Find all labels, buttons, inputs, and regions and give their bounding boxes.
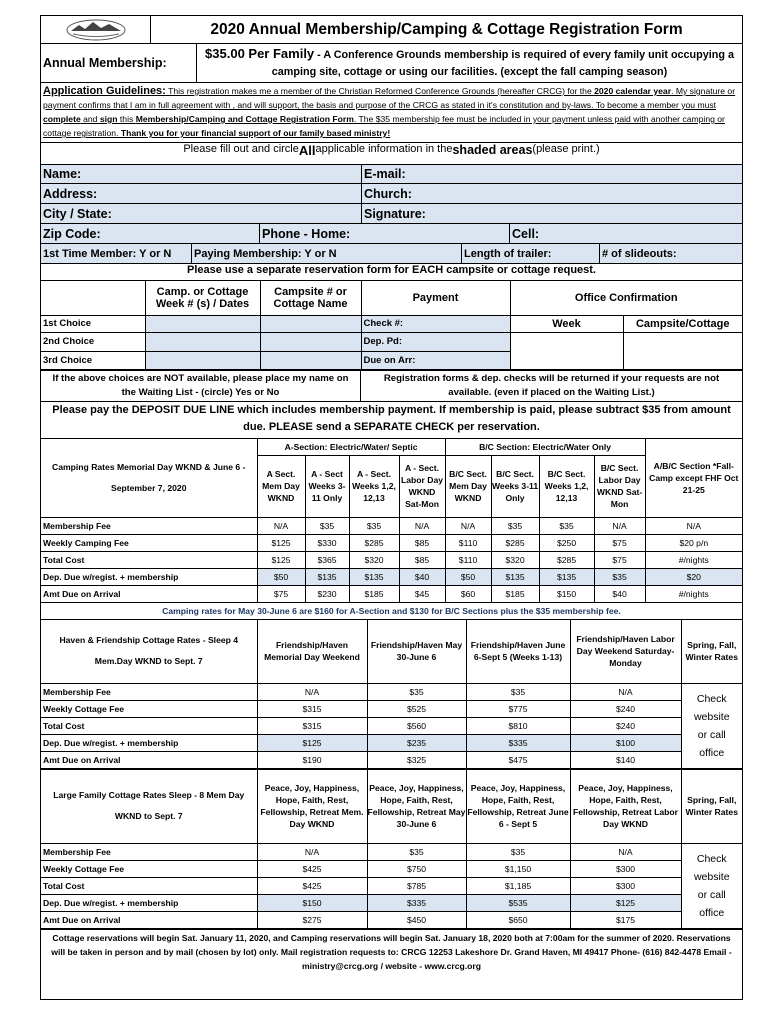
camping-rate-cell: $135 bbox=[305, 568, 349, 585]
col-office-confirmation: Office Confirmation bbox=[510, 281, 742, 315]
large-col-1: Peace, Joy, Happiness, Hope, Faith, Rest, Fellowship, Retreat Mem. Day WKND bbox=[257, 770, 367, 843]
reservation-table bbox=[41, 281, 742, 370]
camping-rate-cell: $285 bbox=[539, 551, 594, 568]
camping-rate-cell: $135 bbox=[349, 568, 399, 585]
haven-rate-cell: $125 bbox=[257, 735, 367, 752]
haven-rate-cell: $560 bbox=[367, 718, 466, 735]
camping-rate-cell: $35 bbox=[305, 517, 349, 534]
large-row-label: Dep. Due w/regist. + membership bbox=[41, 894, 257, 911]
large-rate-cell: $425 bbox=[257, 877, 367, 894]
large-rate-row bbox=[41, 877, 742, 894]
guidelines-text-4: . The $35 membership fee must be included in your payment unless paid with another camping or cottage registration. bbox=[43, 114, 725, 138]
city-state-field[interactable]: City / State: bbox=[41, 204, 362, 223]
annual-membership-text bbox=[197, 44, 742, 82]
haven-rate-cell: $325 bbox=[367, 752, 466, 769]
annual-membership-label: Annual Membership: bbox=[41, 44, 197, 82]
large-rate-cell: $425 bbox=[257, 860, 367, 877]
camping-rate-cell: N/A bbox=[445, 517, 491, 534]
large-rate-cell: $450 bbox=[367, 911, 466, 928]
choice-1-label: 1st Choice bbox=[41, 315, 145, 332]
choice-3-week-input[interactable] bbox=[145, 351, 260, 369]
large-rates-table bbox=[41, 770, 742, 929]
large-row-label: Amt Due on Arrival bbox=[41, 911, 257, 928]
camping-col-7: B/C Sect. Weeks 1,2, 12,13 bbox=[539, 455, 594, 517]
church-field[interactable]: Church: bbox=[364, 186, 412, 201]
large-rates-wrap bbox=[41, 770, 742, 930]
guidelines-text-3: this bbox=[117, 114, 136, 124]
camping-rate-cell: $135 bbox=[491, 568, 539, 585]
first-time-member-field[interactable]: 1st Time Member: Y or N bbox=[41, 244, 192, 263]
slideouts-field[interactable]: # of slideouts: bbox=[602, 247, 677, 260]
instructions-pre: Please fill out and circle bbox=[183, 143, 299, 155]
haven-rate-cell: $810 bbox=[466, 718, 570, 735]
guidelines-row bbox=[41, 83, 742, 143]
trailer-length-field[interactable]: Length of trailer: bbox=[462, 244, 600, 263]
camping-rate-cell: $75 bbox=[594, 534, 645, 551]
haven-row-label: Membership Fee bbox=[41, 684, 257, 701]
cell-phone-field[interactable]: Cell: bbox=[512, 226, 540, 241]
check-number-field[interactable]: Check #: bbox=[361, 315, 510, 332]
haven-rate-cell: N/A bbox=[570, 684, 681, 701]
camping-rate-cell: #/nights bbox=[645, 585, 742, 602]
guidelines-and: and bbox=[80, 114, 100, 124]
signature-field[interactable]: Signature: bbox=[364, 206, 426, 221]
camping-row-label: Total Cost bbox=[41, 551, 257, 568]
camping-rate-cell: N/A bbox=[257, 517, 305, 534]
returned-notice: Registration forms & dep. checks will be returned if your requests are not available. (even if placed on the Waiting List.) bbox=[383, 372, 720, 398]
form-title: 2020 Annual Membership/Camping & Cottage Registration Form bbox=[210, 20, 683, 38]
separate-form-row: Please use a separate reservation form for EACH campsite or cottage request. bbox=[41, 264, 742, 281]
large-rate-cell: $300 bbox=[570, 860, 681, 877]
title-row bbox=[41, 16, 742, 44]
camping-rate-cell: $85 bbox=[399, 551, 445, 568]
haven-check-website-note: Check website or call office bbox=[681, 684, 742, 769]
col-week-dates: Camp. or Cottage Week # (s) / Dates bbox=[145, 281, 260, 315]
name-field[interactable]: Name: bbox=[41, 165, 362, 183]
instructions-row bbox=[41, 143, 742, 165]
camping-col-8: B/C Sect. Labor Day WKND Sat-Mon bbox=[594, 455, 645, 517]
haven-rates-table bbox=[41, 620, 742, 770]
camping-row-label: Weekly Camping Fee bbox=[41, 534, 257, 551]
name-email-row bbox=[41, 165, 742, 184]
camping-rate-cell: $125 bbox=[257, 534, 305, 551]
camping-rates-title: Camping Rates Memorial Day WKND & June 6 - September 7, 2020 bbox=[41, 439, 257, 518]
col-payment: Payment bbox=[361, 281, 510, 315]
conference-grounds-logo-icon bbox=[41, 16, 151, 43]
haven-col-3: Friendship/Haven June 6-Sept 5 (Weeks 1-13) bbox=[466, 620, 570, 684]
large-title: Large Family Cottage Rates Sleep - 8 Mem Day WKND to Sept. 7 bbox=[41, 770, 257, 843]
large-rate-cell: $1,150 bbox=[466, 860, 570, 877]
deposit-notice: Please pay the DEPOSIT DUE LINE which includes membership payment. If membership is paid, please subtract $35 from amount due. PLEASE send a SEPARATE CHECK per reservation. bbox=[41, 402, 742, 439]
camping-rate-cell: $250 bbox=[539, 534, 594, 551]
camping-rate-cell: $35 bbox=[594, 568, 645, 585]
col-campsite: Campsite # or Cottage Name bbox=[260, 281, 361, 315]
reservation-corner bbox=[41, 281, 145, 315]
haven-row-label: Dep. Due w/regist. + membership bbox=[41, 735, 257, 752]
office-site-label: Campsite/Cottage bbox=[623, 315, 742, 332]
registration-form bbox=[40, 15, 743, 1000]
large-rate-cell: N/A bbox=[257, 843, 367, 860]
reservation-table-wrap bbox=[41, 281, 742, 371]
haven-rate-cell: $35 bbox=[367, 684, 466, 701]
camping-rate-cell: $285 bbox=[349, 534, 399, 551]
haven-rate-cell: $315 bbox=[257, 701, 367, 718]
camping-rate-cell: $230 bbox=[305, 585, 349, 602]
camping-rates-wrap bbox=[41, 439, 742, 620]
camping-rate-cell: $45 bbox=[399, 585, 445, 602]
membership-desc-2: camping site, cottage or using our facilities. (except the fall camping season) bbox=[271, 66, 668, 78]
large-rate-cell: $300 bbox=[570, 877, 681, 894]
annual-membership-row bbox=[41, 44, 742, 83]
haven-rate-cell: N/A bbox=[257, 684, 367, 701]
camping-rate-row bbox=[41, 551, 742, 568]
large-rate-row bbox=[41, 843, 742, 860]
haven-rate-cell: $35 bbox=[466, 684, 570, 701]
haven-rate-cell: $235 bbox=[367, 735, 466, 752]
haven-rate-row bbox=[41, 735, 742, 752]
camping-rate-cell: $320 bbox=[491, 551, 539, 568]
camping-rate-cell: $85 bbox=[399, 534, 445, 551]
haven-title: Haven & Friendship Cottage Rates - Sleep 4 Mem.Day WKND to Sept. 7 bbox=[41, 620, 257, 684]
email-field[interactable]: E-mail: bbox=[364, 167, 406, 181]
large-col-4: Peace, Joy, Happiness, Hope, Faith, Rest, Fellowship, Retreat Labor Day WKND bbox=[570, 770, 681, 843]
member-status-row bbox=[41, 244, 742, 264]
guidelines-year: 2020 calendar year bbox=[594, 86, 672, 96]
camping-rate-cell: $35 bbox=[491, 517, 539, 534]
zip-code-field[interactable]: Zip Code: bbox=[41, 224, 260, 243]
choice-3-site-input[interactable] bbox=[260, 351, 361, 369]
group-bc-header: B/C Section: Electric/Water Only bbox=[445, 439, 645, 456]
camping-rate-cell: $20 p/n bbox=[645, 534, 742, 551]
camping-rate-cell: $150 bbox=[539, 585, 594, 602]
office-week-label: Week bbox=[510, 315, 623, 332]
choice-1-week-input[interactable] bbox=[145, 315, 260, 332]
paying-membership-field[interactable]: Paying Membership: Y or N bbox=[192, 244, 462, 263]
large-col-2: Peace, Joy, Happiness, Hope, Faith, Rest, Fellowship, Retreat May 30-June 6 bbox=[367, 770, 466, 843]
deposit-paid-field[interactable]: Dep. Pd: bbox=[361, 332, 510, 351]
large-rate-cell: $750 bbox=[367, 860, 466, 877]
camping-rate-cell: $75 bbox=[257, 585, 305, 602]
choice-1-site-input[interactable] bbox=[260, 315, 361, 332]
camping-rate-cell: #/nights bbox=[645, 551, 742, 568]
guidelines-form-name: Membership/Camping and Cottage Registration Form bbox=[135, 114, 354, 124]
haven-rate-cell: $240 bbox=[570, 718, 681, 735]
haven-rate-row bbox=[41, 684, 742, 701]
large-rate-cell: $150 bbox=[257, 894, 367, 911]
camping-rate-cell: $320 bbox=[349, 551, 399, 568]
haven-rate-row bbox=[41, 701, 742, 718]
camping-rate-cell: $20 bbox=[645, 568, 742, 585]
large-rate-cell: $125 bbox=[570, 894, 681, 911]
camping-rate-cell: $35 bbox=[349, 517, 399, 534]
large-rate-row bbox=[41, 911, 742, 928]
large-row-label: Membership Fee bbox=[41, 843, 257, 860]
choice-3-label: 3rd Choice bbox=[41, 351, 145, 369]
camping-rate-cell: $365 bbox=[305, 551, 349, 568]
camping-rate-cell: $285 bbox=[491, 534, 539, 551]
camping-col-2: A - Sect Weeks 3-11 Only bbox=[305, 455, 349, 517]
camping-col-1: A Sect. Mem Day WKND bbox=[257, 455, 305, 517]
phone-home-field[interactable]: Phone - Home: bbox=[260, 224, 510, 243]
membership-fee: $35.00 Per Family bbox=[205, 46, 315, 61]
guidelines-complete: complete bbox=[43, 114, 81, 124]
camping-rate-cell: $110 bbox=[445, 534, 491, 551]
camping-rate-cell: $185 bbox=[349, 585, 399, 602]
large-row-label: Weekly Cottage Fee bbox=[41, 860, 257, 877]
haven-row-label: Amt Due on Arrival bbox=[41, 752, 257, 769]
office-week-value bbox=[510, 332, 623, 369]
camping-rate-cell: N/A bbox=[594, 517, 645, 534]
large-rate-cell: $535 bbox=[466, 894, 570, 911]
camping-rate-cell: $40 bbox=[594, 585, 645, 602]
haven-col-4: Friendship/Haven Labor Day Weekend Saturday-Monday bbox=[570, 620, 681, 684]
membership-desc-1: - A Conference Grounds membership is required of every family unit occupying a bbox=[314, 49, 734, 61]
haven-rate-cell: $190 bbox=[257, 752, 367, 769]
camping-rate-row bbox=[41, 585, 742, 602]
large-rate-cell: $275 bbox=[257, 911, 367, 928]
group-a-header: A-Section: Electric/Water/ Septic bbox=[257, 439, 445, 456]
camping-col-5: B/C Sect. Mem Day WKND bbox=[445, 455, 491, 517]
camping-row-label: Dep. Due w/regist. + membership bbox=[41, 568, 257, 585]
guidelines-thanks: Thank you for your financial support of our family based ministry! bbox=[120, 128, 391, 138]
choice-2-site-input[interactable] bbox=[260, 332, 361, 351]
camping-col-6: B/C Sect. Weeks 3-11 Only bbox=[491, 455, 539, 517]
guidelines-sign: sign bbox=[99, 114, 118, 124]
zip-phone-row bbox=[41, 224, 742, 244]
camping-rate-cell: $125 bbox=[257, 551, 305, 568]
camping-col-4: A - Sect. Labor Day WKND Sat-Mon bbox=[399, 455, 445, 517]
haven-rates-wrap bbox=[41, 620, 742, 771]
camping-rate-cell: N/A bbox=[399, 517, 445, 534]
camping-rates-table bbox=[41, 439, 742, 619]
haven-rate-cell: $335 bbox=[466, 735, 570, 752]
large-rate-cell: $175 bbox=[570, 911, 681, 928]
application-guidelines bbox=[41, 83, 742, 142]
camping-rate-cell: $50 bbox=[445, 568, 491, 585]
large-rate-row bbox=[41, 860, 742, 877]
choice-2-label: 2nd Choice bbox=[41, 332, 145, 351]
camping-rate-cell: $35 bbox=[539, 517, 594, 534]
camping-row-label: Membership Fee bbox=[41, 517, 257, 534]
camping-note: Camping rates for May 30-June 6 are $160 for A-Section and $130 for B/C Sections plus the $35 membership fee. bbox=[41, 602, 742, 619]
large-rate-cell: $35 bbox=[466, 843, 570, 860]
large-rate-cell: $1,185 bbox=[466, 877, 570, 894]
camping-rate-row bbox=[41, 517, 742, 534]
haven-rate-row bbox=[41, 718, 742, 735]
instructions-mid: applicable information in the bbox=[315, 143, 453, 155]
large-rate-cell: $35 bbox=[367, 843, 466, 860]
camping-rate-cell: $50 bbox=[257, 568, 305, 585]
choice-2-week-input[interactable] bbox=[145, 332, 260, 351]
instructions-post: (please print.) bbox=[532, 143, 600, 155]
haven-rate-cell: $100 bbox=[570, 735, 681, 752]
camping-rate-cell: $40 bbox=[399, 568, 445, 585]
camping-rate-cell: $185 bbox=[491, 585, 539, 602]
instructions-shaded: shaded areas bbox=[452, 143, 533, 157]
camping-col-3: A - Sect. Weeks 1,2, 12,13 bbox=[349, 455, 399, 517]
footer-notice: Cottage reservations will begin Sat. January 11, 2020, and Camping reservations will begin Sat. January 18, 2020 both at 7:00am for the summer of 2020. Reservations will be taken in person and by mail (chosen by lot) only. Mail registration requests to: CRCG 12253 Lakeshore Dr. Grand Haven, MI 49417 Phone- (616) 842-4478 Email - ministry@crcg.org / website - www.crcg.org bbox=[51, 932, 732, 971]
camping-rate-cell: $330 bbox=[305, 534, 349, 551]
large-col-3: Peace, Joy, Happiness, Hope, Faith, Rest, Fellowship, Retreat June 6 - Sept 5 bbox=[466, 770, 570, 843]
haven-rate-cell: $315 bbox=[257, 718, 367, 735]
large-rate-cell: $335 bbox=[367, 894, 466, 911]
haven-rate-row bbox=[41, 752, 742, 769]
haven-col-5: Spring, Fall, Winter Rates bbox=[681, 620, 742, 684]
haven-rate-cell: $525 bbox=[367, 701, 466, 718]
haven-col-1: Friendship/Haven Memorial Day Weekend bbox=[257, 620, 367, 684]
address-field[interactable]: Address: bbox=[41, 184, 362, 203]
large-check-website-note: Check website or call office bbox=[681, 843, 742, 928]
camping-rate-cell: $75 bbox=[594, 551, 645, 568]
city-signature-row bbox=[41, 204, 742, 224]
camping-rate-row bbox=[41, 568, 742, 585]
large-rate-cell: $785 bbox=[367, 877, 466, 894]
waiting-list-option[interactable]: If the above choices are NOT available, please place my name on the Waiting List - (circle) Yes or No bbox=[41, 371, 361, 401]
camping-rate-cell: N/A bbox=[645, 517, 742, 534]
haven-rate-cell: $475 bbox=[466, 752, 570, 769]
haven-row-label: Weekly Cottage Fee bbox=[41, 701, 257, 718]
haven-rate-cell: $775 bbox=[466, 701, 570, 718]
haven-col-2: Friendship/Haven May 30-June 6 bbox=[367, 620, 466, 684]
large-rate-cell: N/A bbox=[570, 843, 681, 860]
large-rate-row bbox=[41, 894, 742, 911]
waiting-list-row bbox=[41, 371, 742, 402]
instructions-all: All bbox=[298, 143, 316, 158]
camping-rate-cell: $135 bbox=[539, 568, 594, 585]
office-site-value bbox=[623, 332, 742, 369]
haven-rate-cell: $140 bbox=[570, 752, 681, 769]
guidelines-text-2: . My signature or payment confirms that I am in full agreement with , and will support, the basis and purpose of the CRCG as stated in it's constitution and by-laws. To become a member you must bbox=[43, 86, 736, 110]
camping-rate-cell: $60 bbox=[445, 585, 491, 602]
camping-row-label: Amt Due on Arrival bbox=[41, 585, 257, 602]
large-row-label: Total Cost bbox=[41, 877, 257, 894]
haven-rate-cell: $240 bbox=[570, 701, 681, 718]
haven-row-label: Total Cost bbox=[41, 718, 257, 735]
large-rate-cell: $650 bbox=[466, 911, 570, 928]
camping-rate-cell: $110 bbox=[445, 551, 491, 568]
camping-rate-row bbox=[41, 534, 742, 551]
address-church-row bbox=[41, 184, 742, 204]
guidelines-heading: Application Guidelines: bbox=[43, 85, 166, 97]
guidelines-text-1: This registration makes me a member of the Christian Reformed Conference Grounds (hereafter CRCG) for the bbox=[165, 86, 595, 96]
large-col-5: Spring, Fall, Winter Rates bbox=[681, 770, 742, 843]
camping-col-9: A/B/C Section *Fall-Camp except FHF Oct 21-25 bbox=[645, 439, 742, 518]
due-on-arrival-field[interactable]: Due on Arr: bbox=[361, 351, 510, 369]
